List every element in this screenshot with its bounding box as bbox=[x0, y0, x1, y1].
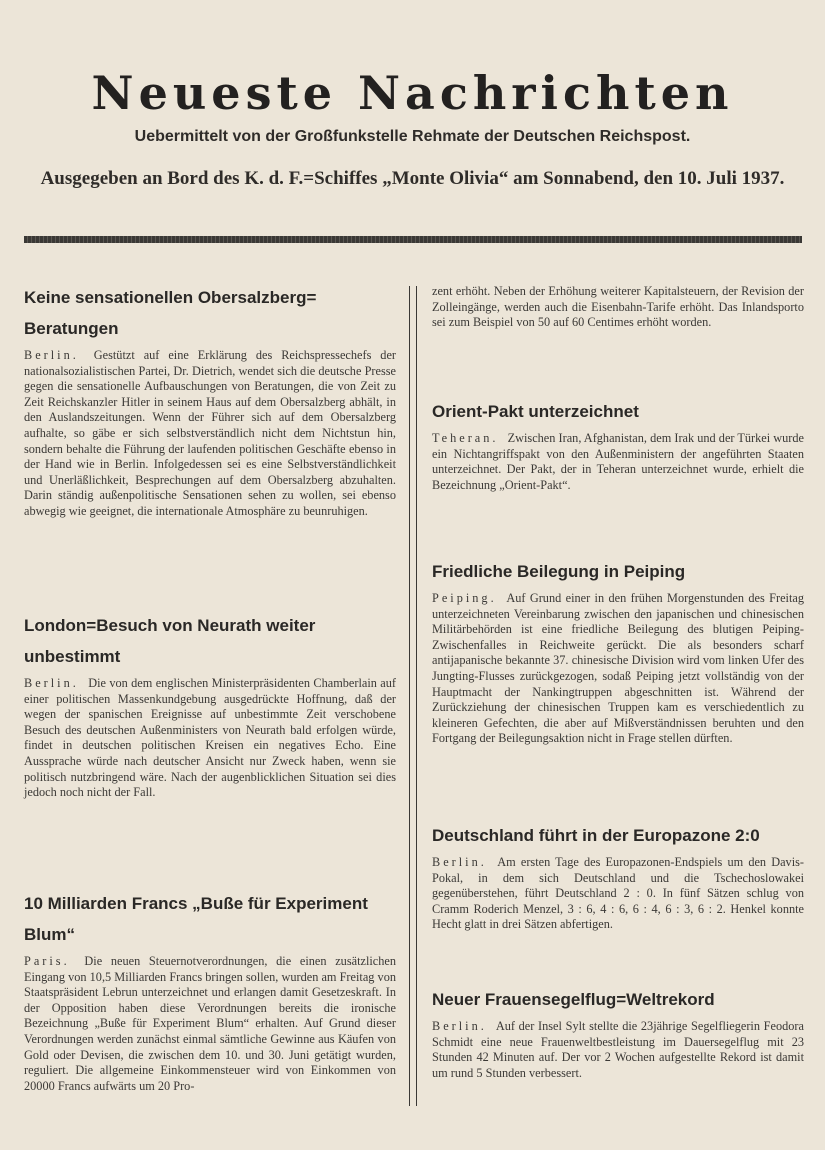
masthead bbox=[0, 66, 825, 190]
article-text: Gestützt auf eine Erklärung des Reichspressechefs der nationalsozialistischen Partei, Dr. Dietrich, wendet sich die deutsche Presse gegen die sensationelle Aufbauschungen von Beratungen, die von Zeit zu Zeit Reichskanzler Hitler in seinem Haus auf dem Obersalzberg abhält, in den Auslandszeitungen. Wenn der Führer sich auf dem Obersalzberg aufhalte, so gäbe er sich selbstverständlich nicht dem Nichtstun hin, sondern behalte die Führung der laufenden politischen Geschäfte ebenso in der Hand wie in Berlin. Infolgedessen sei es eine Selbstverständlichkeit und Unerläßlichkeit, Besprechungen auf dem Obersalzberg abzuhalten. Darin ständig außenpolitische Sensationen sehen zu wollen, sei ebenso abwegig wie geeignet, die internationale Atmosphäre zu beunruhigen. bbox=[24, 348, 397, 518]
article-body bbox=[432, 591, 804, 747]
article-body bbox=[432, 855, 804, 933]
article-headline: Deutschland führt in der Europazone 2:0 bbox=[432, 826, 760, 845]
article-headline: Neuer Frauensegelflug=Weltrekord bbox=[432, 990, 715, 1009]
article-dateline: Teheran. bbox=[432, 431, 499, 445]
article-orient-pakt bbox=[432, 396, 804, 510]
article-headline: Friedliche Beilegung in Peiping bbox=[432, 562, 686, 581]
article-dateline: Peiping. bbox=[432, 591, 497, 605]
article-dateline: Berlin. bbox=[24, 348, 79, 362]
article-headline: Orient-Pakt unterzeichnet bbox=[432, 402, 639, 421]
right-column bbox=[432, 284, 804, 1081]
article-london-besuch bbox=[24, 610, 396, 850]
article-headline: London=Besuch von Neurath weiter unbestimmt bbox=[24, 616, 316, 666]
newspaper-title: Neueste Nachrichten bbox=[91, 66, 734, 120]
article-body bbox=[432, 1019, 804, 1081]
article-davis-pokal bbox=[432, 820, 804, 952]
issue-line: Ausgegeben an Bord des K. d. F.=Schiffes „Monte Olivia“ am Sonnabend, den 10. Juli 1937. bbox=[40, 168, 785, 189]
article-dateline: Paris. bbox=[24, 954, 70, 968]
article-body bbox=[432, 431, 804, 493]
newspaper-subtitle: Uebermittelt von der Großfunkstelle Rehmate der Deutschen Reichspost. bbox=[134, 128, 691, 145]
article-dateline: Berlin. bbox=[432, 855, 487, 869]
article-text: Am ersten Tage des Europazonen-Endspiels um den Davis-Pokal, in dem sich Deutschland und die Tschechoslowakei gegenüberstehen, führt Deutschland 2 : 0. In fünf Sätzen schlug von Cramm Roderich Menzel, 3 : 6, 4 : 6, 6 : 4, 6 : 3, 6 : 2. Henkel konnte Hecht glatt in drei Sätzen abfertigen. bbox=[432, 855, 804, 932]
article-text: Auf der Insel Sylt stellte die 23jährige Segelfliegerin Feodora Schmidt eine neue Frauenweltbestleistung im Dauersegelflug mit 23 Stunden 42 Minuten auf. Der vor 2 Wochen aufgestellte Rekord ist damit um rund 5 Stunden verbessert. bbox=[432, 1019, 804, 1080]
article-obersalzberg bbox=[24, 282, 396, 544]
article-body bbox=[24, 954, 396, 1094]
article-dateline: Berlin. bbox=[432, 1019, 487, 1033]
article-body bbox=[24, 676, 396, 801]
article-segelflug bbox=[432, 984, 804, 1081]
article-text: Auf Grund einer in den frühen Morgenstunden des Freitag unterzeichneten Vereinbarung zwischen den japanischen und chinesischen Militärbehörden ist eine friedliche Beilegung des blutigen Peiping-Zwischenfalles in Reichweite gerückt. Die als besonders scharf antijapanische bekannte 37. chinesische Division wird vom linken Ufer des Jungting-Flusses zurückgezogen, sodaß Peiping jetzt vollständig von der Hauptmacht der Nankingtruppen abgeschnitten ist. Während der Zurückziehung der chinesischen Truppen kam es verschiedentlich zu kleineren Gefechten, die aber auf Mißverständnissen beruhten und den Fortgang der Beilegungsaktion nicht in Frage stellen dürften. bbox=[432, 591, 804, 746]
left-column bbox=[24, 282, 396, 1094]
article-milliarden-francs bbox=[24, 888, 396, 1094]
article-headline: 10 Milliarden Francs „Buße für Experiment Blum“ bbox=[24, 894, 368, 944]
article-headline: Keine sensationellen Obersalzberg= Beratungen bbox=[24, 288, 317, 338]
article-peiping bbox=[432, 556, 804, 774]
continuation-text: zent erhöht. Neben der Erhöhung weiterer Kapitalsteuern, der Revision der Zolleingänge, werden auch die Eisenbahn-Tarife erhöht. Das Inlandsporto sei zum Beispiel von 50 auf 60 Centimes erhöht worden. bbox=[432, 284, 804, 330]
article-text: Die neuen Steuernotverordnungen, die einen zusätzlichen Eingang von 10,5 Milliarden Francs bringen sollen, wurden am Freitag von Staatspräsident Lebrun unterzeichnet und erlangen damit Gesetzeskraft. In der Opposition haben diese Verordnungen bereits die ironische Bezeichnung „Buße für Experiment Blum“ erhalten. Auf Grund dieser Verordnungen werden zunächst einmal sämtliche Gewinne aus Käufen von Gold oder Devisen, die zwischen dem 10. und 30. Juni getätigt wurden, reguliert. Die allgemeine Einkommensteuer wird von Einkommen von 20000 Francs aufwärts um 20 Pro- bbox=[24, 954, 396, 1093]
column-divider bbox=[409, 286, 417, 1106]
article-dateline: Berlin. bbox=[24, 676, 79, 690]
article-text: Zwischen Iran, Afghanistan, dem Irak und der Türkei wurde ein Nichtangriffspakt von den Außenministern der angeführten Staaten unterzeichnet. Der Pakt, der in Teheran unterzeichnet wurde, erhielt die Bezeichnung „Orient-Pakt“. bbox=[432, 431, 805, 492]
article-text: Die von dem englischen Ministerpräsidenten Chamberlain auf einer politischen Massenkundgebung ausgedrückte Hoffnung, daß der wegen der spanischen Ereignisse auf unbestimmte Zeit verschobene Besuch des deutschen Außenministers von Neurath bald erfolgen würde, findet in deutschen politischen Kreisen ein negatives Echo. Eine Aussprache würde nach deutscher Ansicht nur Zweck haben, wenn sie politisch nutzbringend wäre. Nach der augenblicklichen Situation sei dies jedoch noch nicht der Fall. bbox=[24, 676, 396, 800]
article-continuation bbox=[432, 284, 804, 346]
article-body bbox=[24, 348, 396, 520]
header-rule bbox=[24, 236, 802, 243]
